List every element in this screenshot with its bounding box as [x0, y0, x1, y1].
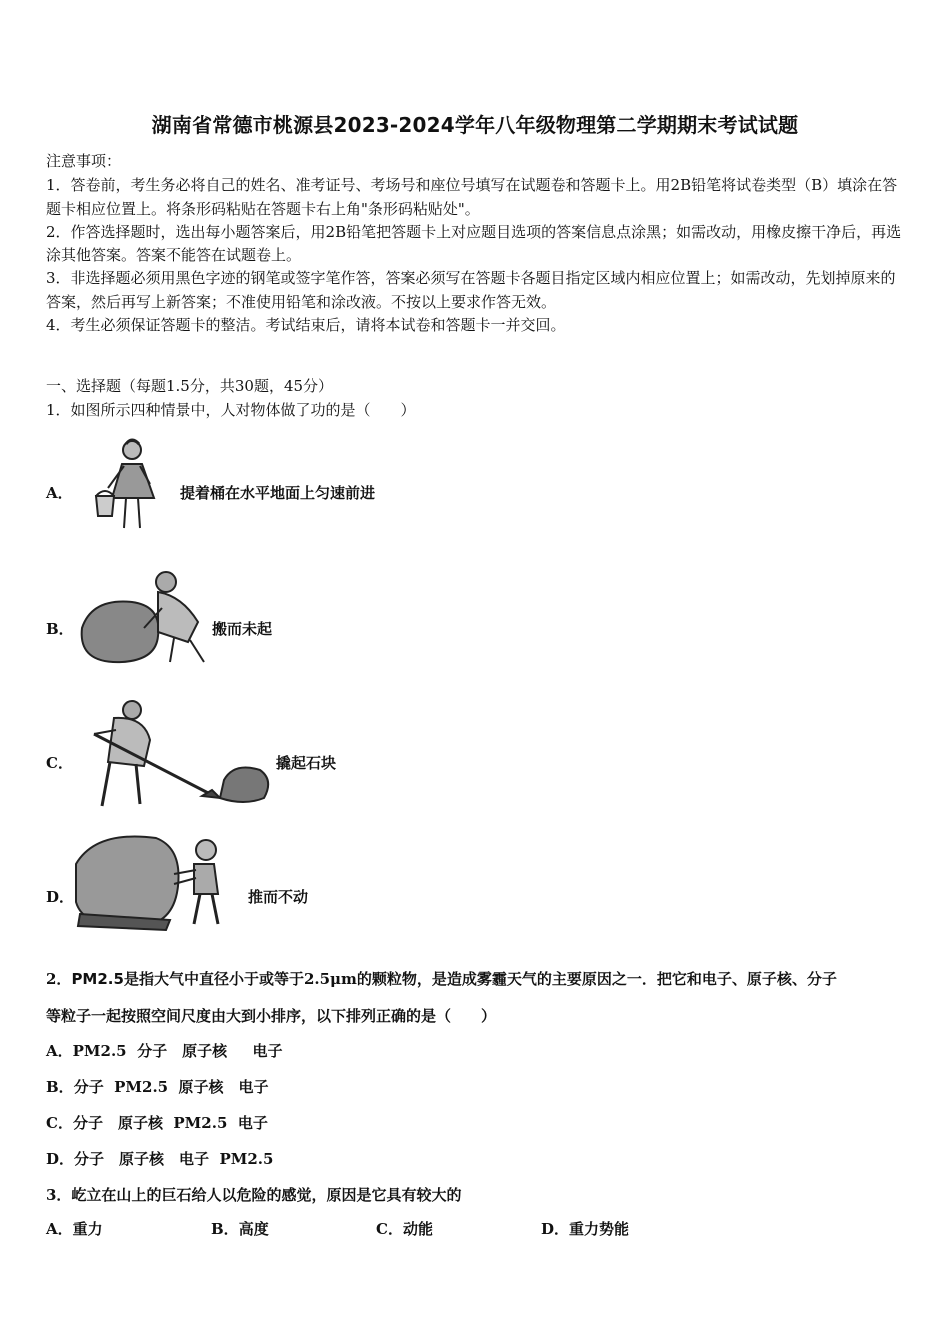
exam-title: 湖南省常德市桃源县2023-2024学年八年级物理第二学期期末考试试题	[151, 113, 799, 137]
note-item-3: 3．非选择题必须用黑色字迹的钢笔或签字笔作答，答案必须写在答题卡各题目指定区域内相应位置上；如需改动，先划掉原来的答案，然后再写上新答案；不准使用铅笔和涂改液。不按以上要求作答无效。	[46, 269, 896, 311]
note-item-4: 4．考生必须保证答题卡的整洁。考试结束后，请将本试卷和答题卡一并交回。	[46, 315, 566, 334]
q2-stem-rest: 是指大气中直径小于或等于2.5μm的颗粒物，是造成雾霾天气的主要原因之一．把它和电子、原子核、分子	[123, 970, 837, 988]
note-item-1: 1．答卷前，考生务必将自己的姓名、准考证号、考场号和座位号填写在试题卷和答题卡上。用2B铅笔将试卷类型（B）填涂在答题卡相应位置上。将条形码粘贴在答题卡右上角"条形码粘贴处"。	[46, 176, 898, 218]
q2-pm25: PM2.5	[71, 970, 124, 988]
option-text: 搬而未起	[212, 620, 273, 638]
option-letter: C．	[46, 754, 73, 772]
option-letter: D．	[46, 888, 75, 906]
option-text: 提着桶在水平地面上匀速前进	[180, 484, 376, 502]
q3-option-b: B．高度	[211, 1220, 269, 1238]
notes-section	[46, 150, 908, 337]
option-letter: D．	[46, 1150, 75, 1168]
q1-option-d	[46, 834, 908, 954]
man-lifting-rock-figure	[74, 568, 214, 668]
q3-option-c: C．动能	[376, 1220, 433, 1238]
q3-option-d: D．重力势能	[541, 1220, 630, 1238]
option-text: PM2.5 分子 原子核 电子	[72, 1042, 283, 1060]
section-heading: 一、选择题（每题1.5分，共30题，45分）	[46, 377, 334, 395]
q3-stem: 3．屹立在山上的巨石给人以危险的感觉，原因是它具有较大的	[46, 1186, 462, 1204]
q2-stem-line-2: 等粒子一起按照空间尺度由大到小排序，以下排列正确的是（ ）	[46, 1007, 497, 1025]
option-letter: B．	[46, 1078, 74, 1096]
option-letter: A．	[46, 1042, 73, 1060]
q2-stem-line-1	[46, 968, 908, 991]
girl-carrying-bucket-figure	[82, 436, 182, 536]
q2-number: 2．	[46, 970, 72, 988]
q1-stem: 1．如图所示四种情景中，人对物体做了功的是（ ）	[46, 401, 416, 419]
q1-option-c	[46, 700, 908, 820]
option-text: 分子 原子核 电子 PM2.5	[74, 1150, 274, 1168]
q2-option-d	[46, 1148, 273, 1171]
option-text: 撬起石块	[276, 754, 337, 772]
q1-option-b	[46, 568, 908, 688]
option-letter: C．	[46, 1114, 73, 1132]
q2-option-b	[46, 1076, 269, 1099]
q3-option-a: A．重力	[46, 1220, 103, 1238]
q2-option-a	[46, 1040, 283, 1063]
option-letter: A．	[46, 484, 73, 502]
option-text: 分子 原子核 PM2.5 电子	[72, 1114, 268, 1132]
q2-option-c	[46, 1112, 268, 1135]
option-letter: B．	[46, 620, 74, 638]
q1-option-a	[46, 436, 908, 556]
notes-heading: 注意事项：	[46, 152, 122, 170]
man-prying-stone-with-lever-figure	[74, 700, 274, 810]
note-item-2: 2．作答选择题时，选出每小题答案后，用2B铅笔把答题卡上对应题目选项的答案信息点涂黑；如需改动，用橡皮擦干净后，再选涂其他答案。答案不能答在试题卷上。	[46, 222, 902, 264]
option-text: 分子 PM2.5 原子核 电子	[73, 1078, 269, 1096]
option-text: 推而不动	[248, 888, 309, 906]
boy-pushing-boulder-figure	[70, 834, 250, 934]
